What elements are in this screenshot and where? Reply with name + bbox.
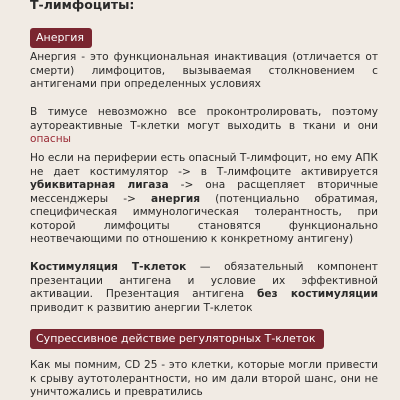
paragraph-thymus-text: В тимусе невозможно все проконтролировать, поэтому аутореактивные Т-клетки могут выходить в ткани и они (30, 106, 378, 132)
paragraph-periphery-text-2: -> она расщепляет вторичные мессенджеры -> (30, 179, 379, 205)
paragraph-costimulation-text-2: приводит к развитию анергии Т-клеток (30, 301, 253, 314)
page-heading: Т-лимфоциты: (30, 0, 135, 12)
bold-anergy: анергия (151, 192, 201, 205)
bold-ubiquitin-ligase: убиквитарная лигаза (30, 179, 169, 191)
bold-costimulation: Костимуляция Т-клеток (30, 261, 187, 273)
paragraph-thymus (30, 106, 378, 147)
paragraph-periphery-text-1: Но если на периферии есть опасный Т-лимфоцит, но ему АПК не дает костимулятор -> в Т-лимфоците активируется (30, 152, 378, 178)
paragraph-costimulation-text-1: — обязательный компонент презентации антигена и условие их эффективной активации. Презентация антигена (30, 261, 378, 300)
paragraph-cd25: Как мы помним, CD 25 - это клетки, которые могли привести к срыву аутотолерантности, но им дали второй шанс, они не уничтожались и превратились (30, 359, 378, 398)
bold-without-costimulation: без костимуляции (256, 288, 379, 300)
highlight-dangerous: опасны (30, 133, 72, 145)
paragraph-periphery-text-3: (потенциально обратимая, специфическая иммунологическая толерантность, при которой лимфоциты становятся функционально неотвечающими по отношению к конкретному антигену) (30, 192, 378, 245)
paragraph-periphery (30, 152, 378, 247)
section-badge-anergy: Анергия (30, 28, 92, 48)
section-badge-suppressive: Супрессивное действие регуляторных Т-клеток (30, 329, 324, 349)
paragraph-anergy-definition: Анергия - это функциональная инактивация (отличается от смерти) лимфоцитов, вызываемая столкновением с антигенами при определенных условиях (30, 51, 378, 90)
paragraph-costimulation (30, 261, 378, 315)
